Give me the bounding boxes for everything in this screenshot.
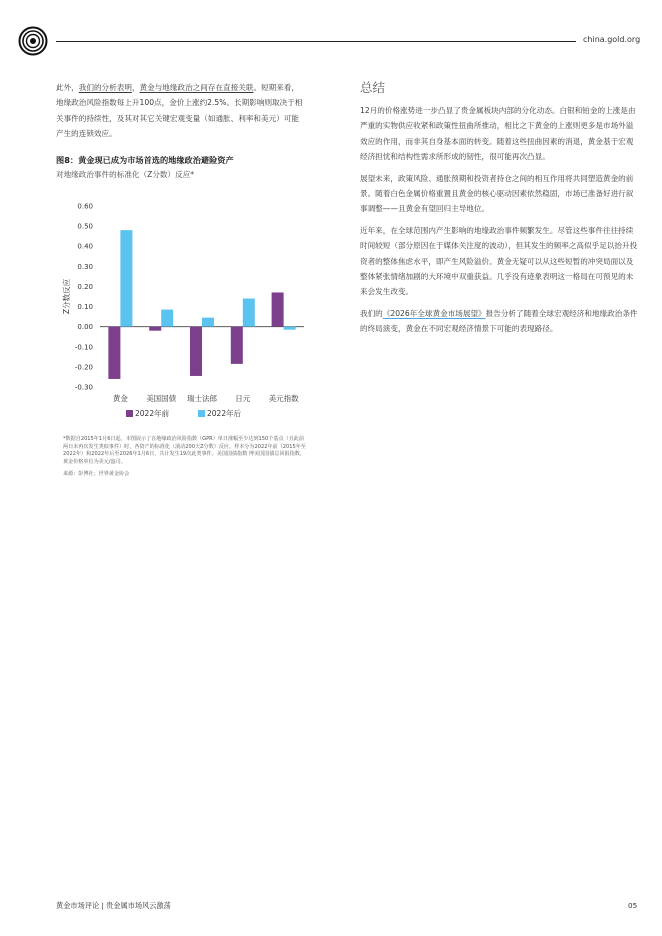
outlook-report-link[interactable]: 《2026年全球黄金市场展望》	[382, 308, 486, 318]
bar-pre-2022	[190, 327, 202, 376]
summary-paragraph-3: 近年来，在全球范围内产生影响的地缘政治事件频繁发生。尽管这些事件往往持续时间较短（部分原因在于媒体关注度的波动），但其发生的频率之高似乎足以抬升投资者的整体焦虑水平，即产生风险溢价。黄金无疑可以从这些短暂的冲突局面以及整体紧张情绪加剧的大环境中双重获益。几乎没有迹象表明这一格局在可预见的未来会发生改变。	[360, 225, 638, 297]
y-tick-label: 0.60	[77, 202, 93, 211]
y-tick-label: 0.00	[77, 323, 93, 332]
header-rule	[56, 41, 576, 42]
figure-footnote: *数据自2015年1月6日起。本图展示了在地缘政治风险指数（GPR）单日涨幅至少达到150个基点（且此前两日未再次发生类似事件）时，各资产的标准化（滚动200天Z分数）反应。样本分为2022年前（2015年至2022年）和2022年后至2026年1月6日，共计发生19次此类事件。美国国债指数 博美国国债总回报指数，黄金价格单位为美元/盎司。	[63, 436, 306, 465]
y-tick-label: 0.30	[77, 262, 93, 271]
x-category-label: 美国国债	[146, 394, 177, 403]
legend-label: 2022年后	[207, 409, 242, 418]
bar-post-2022	[120, 230, 132, 327]
summary-paragraph-1: 12月的价格涨势进一步凸显了贵金属板块内部的分化动态。白银和铂金的上涨是由严重的实物供应收紧和政策性扭曲所推动，相比之下黄金的上涨则更多是市场外溢效应的作用，而非其自身基本面的转变。随着这些扭曲因素的消退，黄金基于宏观经济担忧和结构性需求所形成的韧性，很可能再次凸显。	[360, 106, 636, 162]
p4-pre: 我们的	[360, 308, 383, 318]
chart-svg	[56, 195, 316, 430]
y-tick-label: -0.10	[74, 343, 93, 352]
gold-geopolitics-link[interactable]: 黄金与地缘政治之间存在直接关联	[139, 83, 254, 92]
bar-pre-2022	[231, 327, 243, 364]
left-column	[56, 80, 302, 181]
bar-pre-2022	[272, 292, 284, 326]
bar-post-2022	[243, 299, 255, 327]
y-tick-label: 0.50	[77, 222, 93, 231]
intro-paragraph	[56, 80, 306, 142]
bar-post-2022	[202, 318, 214, 327]
y-tick-label: -0.20	[74, 363, 93, 372]
x-category-label: 日元	[235, 394, 251, 403]
legend-swatch	[198, 410, 205, 417]
bar-post-2022	[161, 310, 173, 327]
y-tick-label: 0.20	[77, 282, 93, 291]
intro-post: 。短期来看，地缘政治风险指数每上升100点，金价上涨约2.5%。长期影响则取决于相关事件的持续性，及其对其它关键宏观变量（如通胀、利率和美元）可能产生的连锁效应。	[56, 83, 303, 139]
figure-subtitle: 对地缘政治事件的标准化（Z分数）反应*	[56, 169, 195, 179]
bar-chart	[56, 195, 316, 430]
intro-pre: 此外，	[56, 83, 79, 92]
summary-heading: 总结	[360, 80, 386, 95]
legend-swatch	[126, 410, 133, 417]
legend-label: 2022年前	[135, 409, 170, 418]
site-url[interactable]: china.gold.org	[583, 35, 641, 44]
bar-pre-2022	[149, 327, 161, 331]
y-axis-title: Z分数反应	[62, 278, 71, 315]
y-tick-label: 0.10	[77, 303, 93, 312]
figure-source: 来源：彭博社；世界黄金协会	[63, 471, 130, 477]
page-number: 05	[628, 901, 638, 910]
x-category-label: 黄金	[112, 394, 128, 403]
figure-title: 图8：黄金现已成为市场首选的地缘政治避险资产	[56, 154, 234, 165]
summary-paragraph-4	[360, 306, 640, 337]
x-category-label: 美元指数	[268, 394, 299, 403]
right-column	[360, 80, 640, 343]
y-tick-label: -0.30	[74, 383, 93, 392]
y-tick-label: 0.40	[77, 242, 93, 251]
bar-pre-2022	[108, 327, 120, 379]
bar-post-2022	[284, 327, 296, 330]
summary-paragraph-2: 展望未来，政策风险、通胀预期和投资者持仓之间的相互作用将共同塑造黄金的前景。随着白色金属价格重置且黄金的核心驱动因素依然稳固，市场已准备好进行叙事调整——且黄金有望回归主导地位。	[360, 173, 634, 214]
p4-post: 报告分析了随着全球宏观经济和地缘政治条件的终局演变，黄金在不同宏观经济情景下可能的表现路径。	[360, 308, 638, 334]
x-category-label: 瑞士法郎	[187, 394, 217, 403]
world-gold-council-logo	[18, 26, 48, 56]
footer-title: 黄金市场评论 | 贵金属市场风云激荡	[56, 901, 171, 910]
analysis-link[interactable]: 我们的分析表明	[78, 83, 132, 92]
intro-mid: ，	[131, 83, 140, 92]
